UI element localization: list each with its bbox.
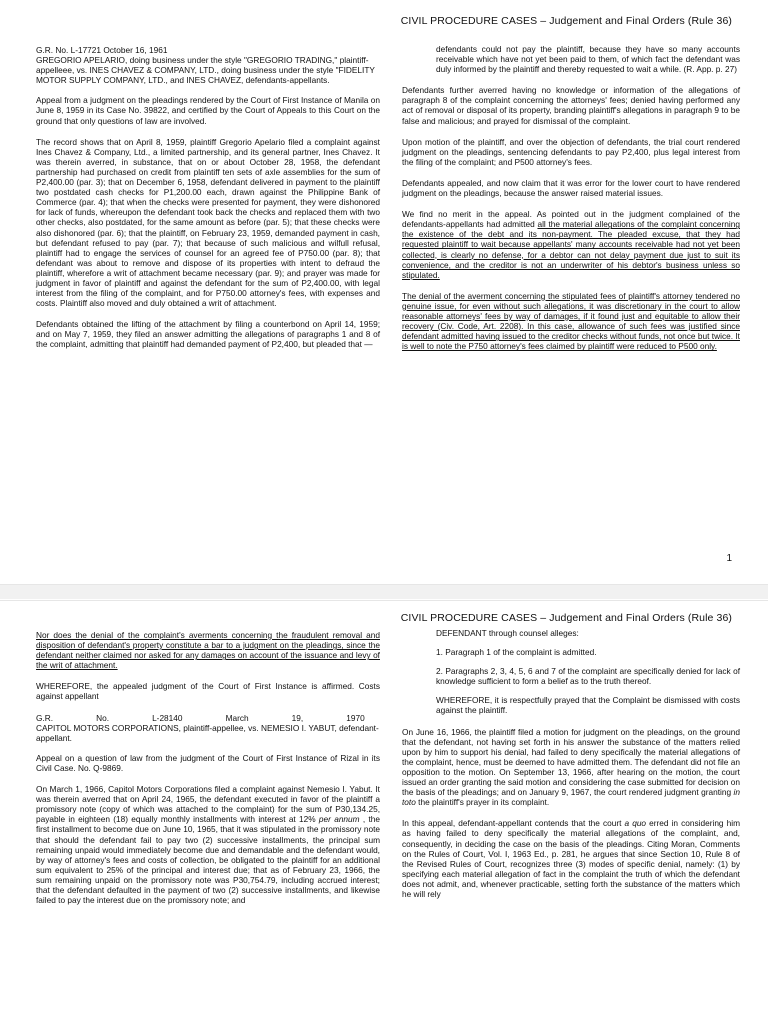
text-run: In this appeal, defendant-appellant contends that the court [402,818,625,829]
paragraph: Defendants obtained the lifting of the attachment by filing a counterbond on April 14, 1959; and on May 7, 1959, they filed an answer admitting the allegations of paragraphs 1 and 8 of the complaint, admitting that plaintiff had demanded payment of P2,400, but pleaded that — [36,319,380,350]
page1-right-column [402,44,740,362]
text-run: erred in considering him as having failed to deny specifically the material allegations of the complaint, and, consequently, in deciding the case on the basis of the pleadings. Citing Moran, Comments on the Rules of Court, Vol. I, 1963 Ed., p. 281, he argues that since Section 10, Rule 8 of the Revised Rules of Court, recognizes three (3) modes of specific denial, namely: (1) by specifying each material allegation of fact in the complaint the truth of which the defendant does not admit, and, whenever practicable, setting forth the substance of the matters which he will rely [402,818,740,899]
underlined-paragraph: The denial of the averment concerning the stipulated fees of plaintiff's attorney tendered no genuine issue, for even without such allegations, it was discretionary in the court to allow reasonable attorneys' fees by way of damages, if it found just and equitable to allow their recovery (Civ. Code, Art. 2208). In this case, allowance of such fees was justified since defendant admitted having issued to the creditor checks without funds, not once but twice. It is well to note the P750 attorney's fees claimed by plaintiff were reduced to P500 only. [402,290,740,352]
page-number: 1 [726,553,732,564]
italic-text: in toto [402,787,740,808]
text-run: On June 16, 1966, the plaintiff filed a motion for judgment on the pleadings, on the ground that the defendant, not having set forth in his answer the substance of the matters relied upon by him to support his denial, had failed to deny specifically the material allegations of the complaint, hence, must be deemed to have admitted them. The defendant did not file an opposition to the motion. On September 13, 1966, after hearing on the motion, the court issued an order granting the said motion and considering the case submitted for decision on the basis of the pleadings; and on January 9, 1967, the court rendered judgment granting [402,726,740,798]
page1-left-column [36,45,380,361]
case-caption: G.R. No. L-17721 October 16, 1961 GREGORIO APELARIO, doing business under the style "GREGORIO TRADING," plaintiff-appelleee, vs. INES CHAVEZ & COMPANY, LTD., doing business under the style "FIDELITY MOTOR SUPPLY COMPANY, LTD., and INES CHAVEZ, defendants-appellants. [36,45,375,86]
italic-text: a quo [624,818,647,829]
block-quote: defendants could not pay the plaintiff, because they have so many accounts receivable which have not yet been paid to them, of which fact the defendant was duly informed by the plaintiff and thereby requested to wait a while. (R. App. p. 27) [436,44,740,75]
running-header: CIVIL PROCEDURE CASES – Judgement and Final Orders (Rule 36) [400,15,732,27]
block-quote: 1. Paragraph 1 of the complaint is admitted. [436,647,597,658]
paragraph [402,727,740,808]
paragraph: Appeal on a question of law from the judgment of the Court of First Instance of Rizal in its Civil Case. No. Q-9869. [36,752,380,773]
paragraph [402,209,740,280]
text-run: We find no merit in the appeal. As pointed out in the judgment complained of the defendants-appellants had admitted [402,209,740,230]
case-caption [36,713,380,743]
paragraph: Appeal from a judgment on the pleadings rendered by the Court of First Instance of Manila on June 8, 1959 in its Case No. 39822, and certified by the Court of Appeals to this Court on the ground that only questions of law are involved. [36,95,380,126]
underlined-paragraph: Nor does the denial of the complaint's averments concerning the fraudulent removal and disposition of defendant's property constitute a bar to a judgment on the pleadings, since the defendant neither claimed nor asked for any damages on account of the issuance and levy of the writ of attachment. [36,630,380,671]
paragraph: WHEREFORE, the appealed judgment of the Court of First Instance is affirmed. Costs against appellant [36,681,380,702]
paragraph: The record shows that on April 8, 1959, plaintiff Gregorio Apelario filed a complaint against Ines Chavez & Company, Ltd., a limited partnership, and its general partner, Ines Chavez. It was therein averred, in substance, that on or about October 28, 1958, the defendant partnership had purchased on credit from plaintiff ten sets of axle assemblies for the sum of P2,400.00 (par. 3); that on December 6, 1958, defendant delivered in payment to the plaintiff two postdated cash checks for P1,200.00 each, drawn against the Philippine Bank of Commerce (par. 4); that when the checks were presented for payment, they were dishonored for lack of funds, whereupon the defendant took back the checks and replaced them with two other checks, also postdated, for the same amount as before (par. 5); that these checks were also dishonored (par. 6); that the plaintiff, on February 23, 1959, demanded payment in cash, but defendant refused to pay (par. 7); that because of such malicious and wilfull refusal, plaintiff had to engage the services of counsel for an agreed fee of P750.00 (par. 8); that defendant was about to remove and dispose of its properties with intent to defraud the plaintiff, wherefore a writ of attachment became necessary (par. 9); and prayer was made for judgment in favor of plaintiff and against the defendant for the sum of P2,400.00, with legal interest from the filing of the complaint, and for P750.00 attorney's fees, with expenses and costs. Plaintiff also moved and duly obtained a writ of attachment. [36,136,380,309]
block-quote: WHEREFORE, it is respectfully prayed that the Complaint be dismissed with costs against the plaintiff. [436,695,740,716]
paragraph [36,784,380,905]
running-header: CIVIL PROCEDURE CASES – Judgement and Final Orders (Rule 36) [400,612,732,624]
paragraph [402,818,740,899]
block-quote: 2. Paragraphs 2, 3, 4, 5, 6 and 7 of the complaint are specifically denied for lack of knowledge sufficient to form a belief as to the truth thereof. [436,666,740,687]
text-run: the plaintiff's prayer in its complaint. [415,797,550,808]
paragraph: Defendants appealed, and now claim that it was error for the lower court to have rendered judgment on the pleadings, because the answer raised material issues. [402,177,740,199]
paragraph: Upon motion of the plaintiff, and over the objection of defendants, the trial court rendered judgment on the pleadings, sentencing defendants to pay P2,400, plus legal interest from the filing of the complaint; and P500 attorney's fees. [402,136,740,167]
case-parties: CAPITOL MOTORS CORPORATIONS, plaintiff-appellee, vs. NEMESIO I. YABUT, defendant-appellant. [36,722,379,743]
block-quote: DEFENDANT through counsel alleges: [436,628,579,638]
case-number: G.R. No. L-28140 March 19, 1970 [36,712,365,723]
page2-left-column [36,630,380,916]
text-run: On March 1, 1966, Capitol Motors Corporations filed a complaint against Nemesio I. Yabut. It was therein averred that on April 24, 1965, the defendant executed in favor of the plaintiff a promissory note (copy of which was attached to the complaint) for the sum of P30,134.25, payable in eighteen (18) equally monthly installments with interest at 12% [36,784,380,825]
italic-text: per annum [318,814,360,825]
underlined-text: all the material allegations of the complaint concerning the existence of the debt and its non-payment. The pleaded excuse, that they had requested plaintiff to wait because appellants' many accounts receivable had not yet been collected, is clearly no defense, for a debtor can not delay payment due just to suit its convenience, and the creditor is not an underwriter of his debtor's business unless so stipulated. [402,219,740,280]
paragraph: Defendants further averred having no knowledge or information of the allegations of paragraph 8 of the complaint concerning the attorneys' fees; denied having performed any act of removal or disposal of its property, branding plaintiff's allegations in paragraph 9 to be false and malicious; and prayed for dismissal of the complaint. [402,85,740,126]
text-run: , the first installment to become due on June 10, 1965, that it was stipulated in the promissory note that should the defendant fail to pay two (2) successive installments, the principal sum remaining unpaid would immediately become due and demandable and the defendant would, by way of attorney's fees and costs of collection, be obligated to the plaintiff for an additional sum equivalent to 25% of the principal and interest due; that as of February 23, 1966, the sum remaining unpaid on the promissory note was P30,754.79, including accrued interest; that the defendant defaulted in the payment of two (2) successive installments, and likewise failed to pay the interest due on the promissory note; and [36,814,380,906]
page-gap [0,585,768,599]
page2-right-column [402,628,740,910]
